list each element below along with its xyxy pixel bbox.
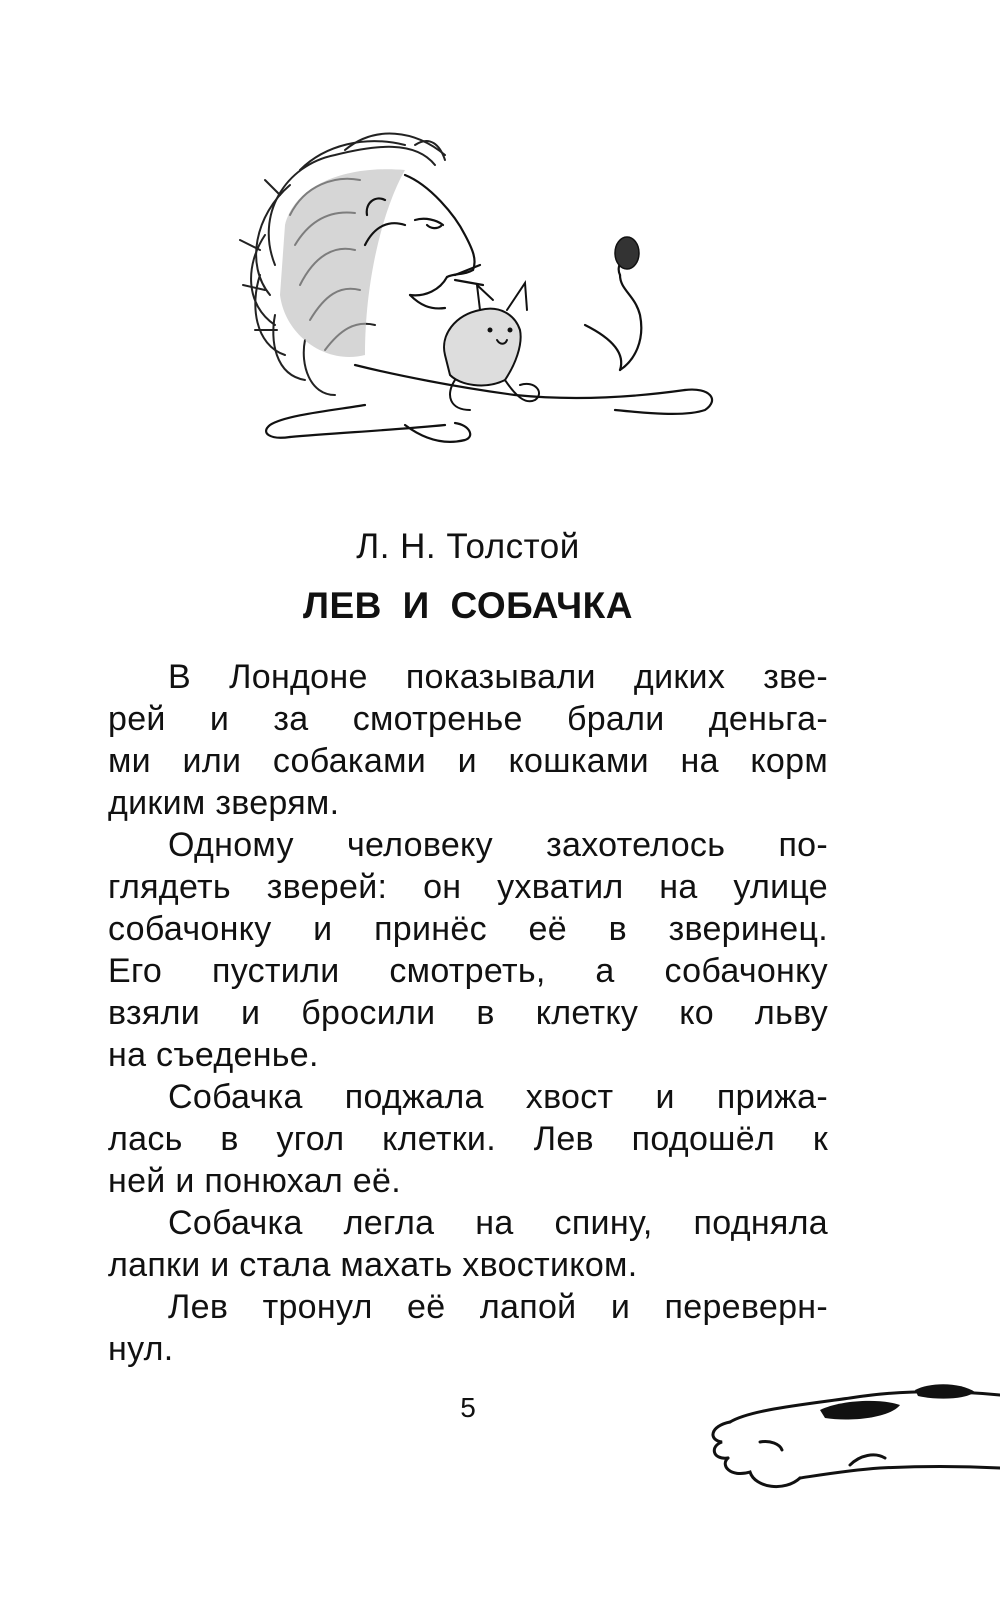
text-line: взяли и бросили в клетку ко льву [108,994,828,1032]
lion-tail-tuft [615,237,639,269]
lion-paw-icon [700,1360,1000,1500]
text-line: глядеть зверей: он ухватил на улице [108,868,828,906]
page-number: 5 [460,1392,476,1423]
text-line: Лев тронул её лапой и переверн- [168,1288,828,1326]
text-line: Одному человеку захотелось по- [168,826,828,864]
paragraph [108,1286,828,1370]
text-line: на съеденье. [108,1036,319,1074]
author-name: Л. Н. Толстой [356,527,580,566]
text-line: В Лондоне показывали диких зве- [168,658,828,696]
lion-and-dog-illustration [215,125,735,470]
story-title: ЛЕВ И СОБАЧКА [303,585,633,626]
paragraph [108,824,828,1076]
paragraph [108,656,828,824]
text-line: Его пустили смотреть, а собачонку [108,952,828,990]
text-line: ми или собаками и кошками на корм [108,742,828,780]
text-line: лапки и стала махать хвостиком. [108,1246,638,1284]
text-line: Собачка поджала хвост и прижа- [168,1078,828,1116]
paragraph [108,1076,828,1202]
text-line: собачонку и принёс её в зверинец. [108,910,828,948]
text-line: Собачка легла на спину, подняла [168,1204,828,1242]
text-line: рей и за смотренье брали деньга- [108,700,828,738]
text-line: ней и понюхал её. [108,1162,401,1200]
text-line: диким зверям. [108,784,340,822]
text-line: лась в угол клетки. Лев подошёл к [108,1120,828,1158]
story-text [108,656,828,1370]
text-line: нул. [108,1330,174,1368]
paragraph [108,1202,828,1286]
